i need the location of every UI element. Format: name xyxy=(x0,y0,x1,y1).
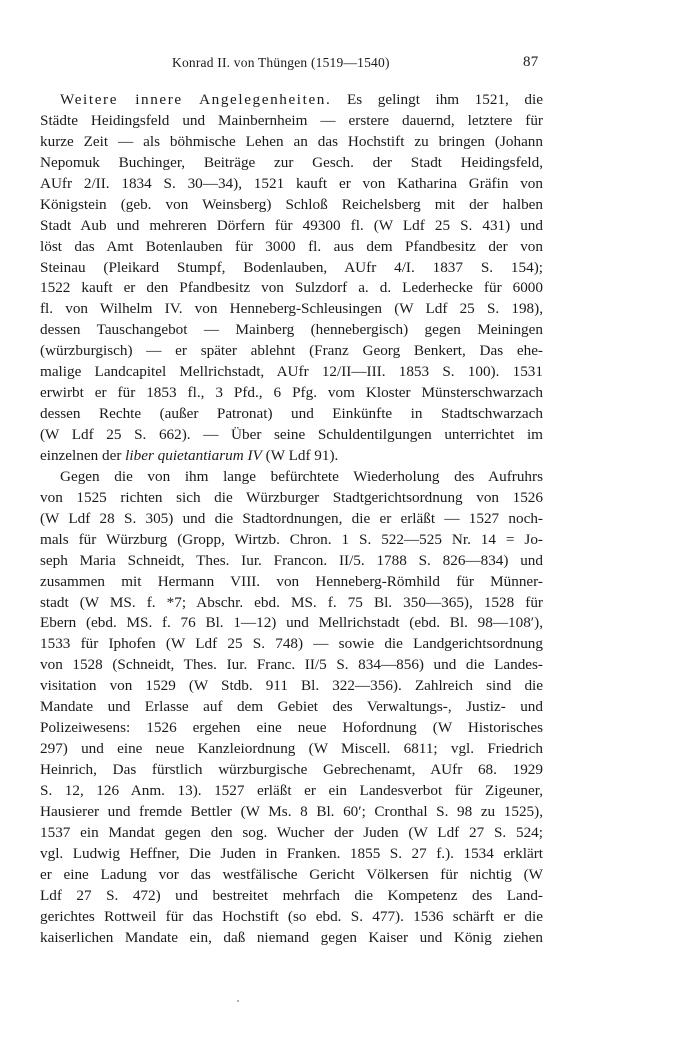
text-line: kaiserlichen Mandate ein, daß niemand gegen Kaiser und König ziehen xyxy=(40,928,543,946)
text-line: von 1528 (Schneidt, Thes. Iur. Franc. II/5 S. 834—856) und die Landes- xyxy=(40,656,543,674)
text-line: Polizeiwesens: 1526 ergehen eine neue Hofordnung (W Historisches xyxy=(40,719,543,737)
text-line: Städte Heidingsfeld und Mainbernheim — erstere dauernd, letztere für xyxy=(40,111,543,129)
text-line: 1533 für Iphofen (W Ldf 25 S. 748) — sowie die Landgerichtsordnung xyxy=(40,635,543,653)
text-line: (W Ldf 25 S. 662). — Über seine Schuldentilgungen unterrichtet im xyxy=(40,426,543,443)
text-line: von 1525 richten sich die Würzburger Stadtgerichtsordnung von 1526 xyxy=(40,488,543,506)
text-line: Steinau (Pleikard Stumpf, Bodenlauben, AUfr 4/I. 1837 S. 154); xyxy=(40,258,543,276)
text-line: erwirbt er für 1853 fl., 3 Pfd., 6 Pfg. vom Kloster Münsterschwarzach xyxy=(40,384,543,402)
text-line: Ldf 27 S. 472) und bestreitet mehrfach die Kompetenz des Land- xyxy=(40,886,543,904)
text-line: kurze Zeit — als böhmische Lehen an das Hochstift zu bringen (Johann xyxy=(40,132,543,150)
body-text xyxy=(40,90,543,948)
text-line: Nepomuk Buchinger, Beiträge zur Gesch. der Stadt Heidingsfeld, xyxy=(40,153,543,171)
text-line: visitation von 1529 (W Stdb. 911 Bl. 322—356). Zahlreich sind die xyxy=(40,677,543,695)
text-line: AUfr 2/II. 1834 S. 30—34), 1521 kauft er von Katharina Gräfin von xyxy=(40,174,543,192)
paragraph-weitere-angelegenheiten xyxy=(40,90,543,467)
text-line: Hausierer und fremde Bettler (W Ms. 8 Bl. 60′; Cronthal S. 98 zu 1525), xyxy=(40,802,543,820)
text-line: Ebern (ebd. MS. f. 76 Bl. 1—12) und Mellrichstadt (ebd. Bl. 98—108′), xyxy=(40,614,543,632)
text-line: er eine Ladung vor das westfälische Gericht Völkersen für nichtig (W xyxy=(40,865,543,883)
text-line: fl. von Wilhelm IV. von Henneberg-Schleusingen (W Ldf 25 S. 198), xyxy=(40,300,543,318)
text-line: Heinrich, Das fürstlich würzburgische Gebrechenamt, AUfr 68. 1929 xyxy=(40,761,543,778)
running-header xyxy=(0,55,700,75)
text-line: 1522 kauft er den Pfandbesitz von Sulzdorf a. d. Lederhecke für 6000 xyxy=(40,279,543,297)
text-line: (W Ldf 28 S. 305) und die Stadtordnungen, die er erläßt — 1527 noch- xyxy=(40,509,543,527)
text-line: vgl. Ludwig Heffner, Die Juden in Franken. 1855 S. 27 f.). 1534 erklärt xyxy=(40,844,543,862)
text-line: löst das Amt Botenlauben für 3000 fl. aus dem Pfandbesitz der von xyxy=(40,237,543,255)
text-line: Stadt Aub und mehreren Dörfern für 49300 fl. (W Ldf 25 S. 431) und xyxy=(40,216,543,234)
running-title: Konrad II. von Thüngen (1519—1540) xyxy=(172,55,390,70)
text-line: 297) und eine neue Kanzleiordnung (W Miscell. 6811; vgl. Friedrich xyxy=(40,740,543,758)
text-line: dessen Tauschangebot — Mainberg (hennebergisch) gegen Meiningen xyxy=(40,321,543,339)
text-line: Mandate und Erlasse auf dem Gebiet des Verwaltungs-, Justiz- und xyxy=(40,698,543,716)
text-line: dessen Rechte (außer Patronat) und Einkünfte in Stadtschwarzach xyxy=(40,405,543,423)
text-line: Königstein (geb. von Weinsberg) Schloß Reichelsberg mit der halben xyxy=(40,195,543,213)
section-heading: Weitere innere Angelegenheiten. xyxy=(60,91,332,108)
text-line: S. 12, 126 Anm. 13). 1527 erläßt er ein Landesverbot für Zigeuner, xyxy=(40,781,543,799)
text-line: Gegen die von ihm lange befürchtete Wiederholung des Aufruhrs xyxy=(60,467,543,485)
scan-speck xyxy=(237,1000,239,1002)
text-line: (würzburgisch) — er später ablehnt (Franz Georg Benkert, Das ehe- xyxy=(40,342,543,360)
text-line: gerichtes Rottweil für das Hochstift (so ebd. S. 477). 1536 schärft er die xyxy=(40,907,543,925)
text-line: zusammen mit Hermann VIII. von Henneberg-Römhild für Münner- xyxy=(40,572,543,590)
italic-title: liber quietantiarum IV xyxy=(125,446,262,464)
text-line: stadt (W MS. f. *7; Abschr. ebd. MS. f. 75 Bl. 350—365), 1528 für xyxy=(40,593,543,611)
text-line: Weitere innere Angelegenheiten. Es gelingt ihm 1521, die xyxy=(60,91,543,108)
text-line: seph Maria Schneidt, Thes. Iur. Francon. II/5. 1788 S. 826—834) und xyxy=(40,551,543,569)
text-line: einzelnen der liber quietantiarum IV (W Ldf 91). xyxy=(40,446,339,464)
text-line: mals für Würzburg (Gropp, Wirtzb. Chron. 1 S. 522—525 Nr. 14 = Jo- xyxy=(40,530,543,548)
text-line: 1537 ein Mandat gegen den sog. Wucher der Juden (W Ldf 27 S. 524; xyxy=(40,823,543,841)
page-number: 87 xyxy=(523,54,539,70)
paragraph-aufruhr xyxy=(40,467,543,949)
text-line: malige Landcapitel Mellrichstadt, AUfr 12/II—III. 1853 S. 100). 1531 xyxy=(40,363,543,381)
